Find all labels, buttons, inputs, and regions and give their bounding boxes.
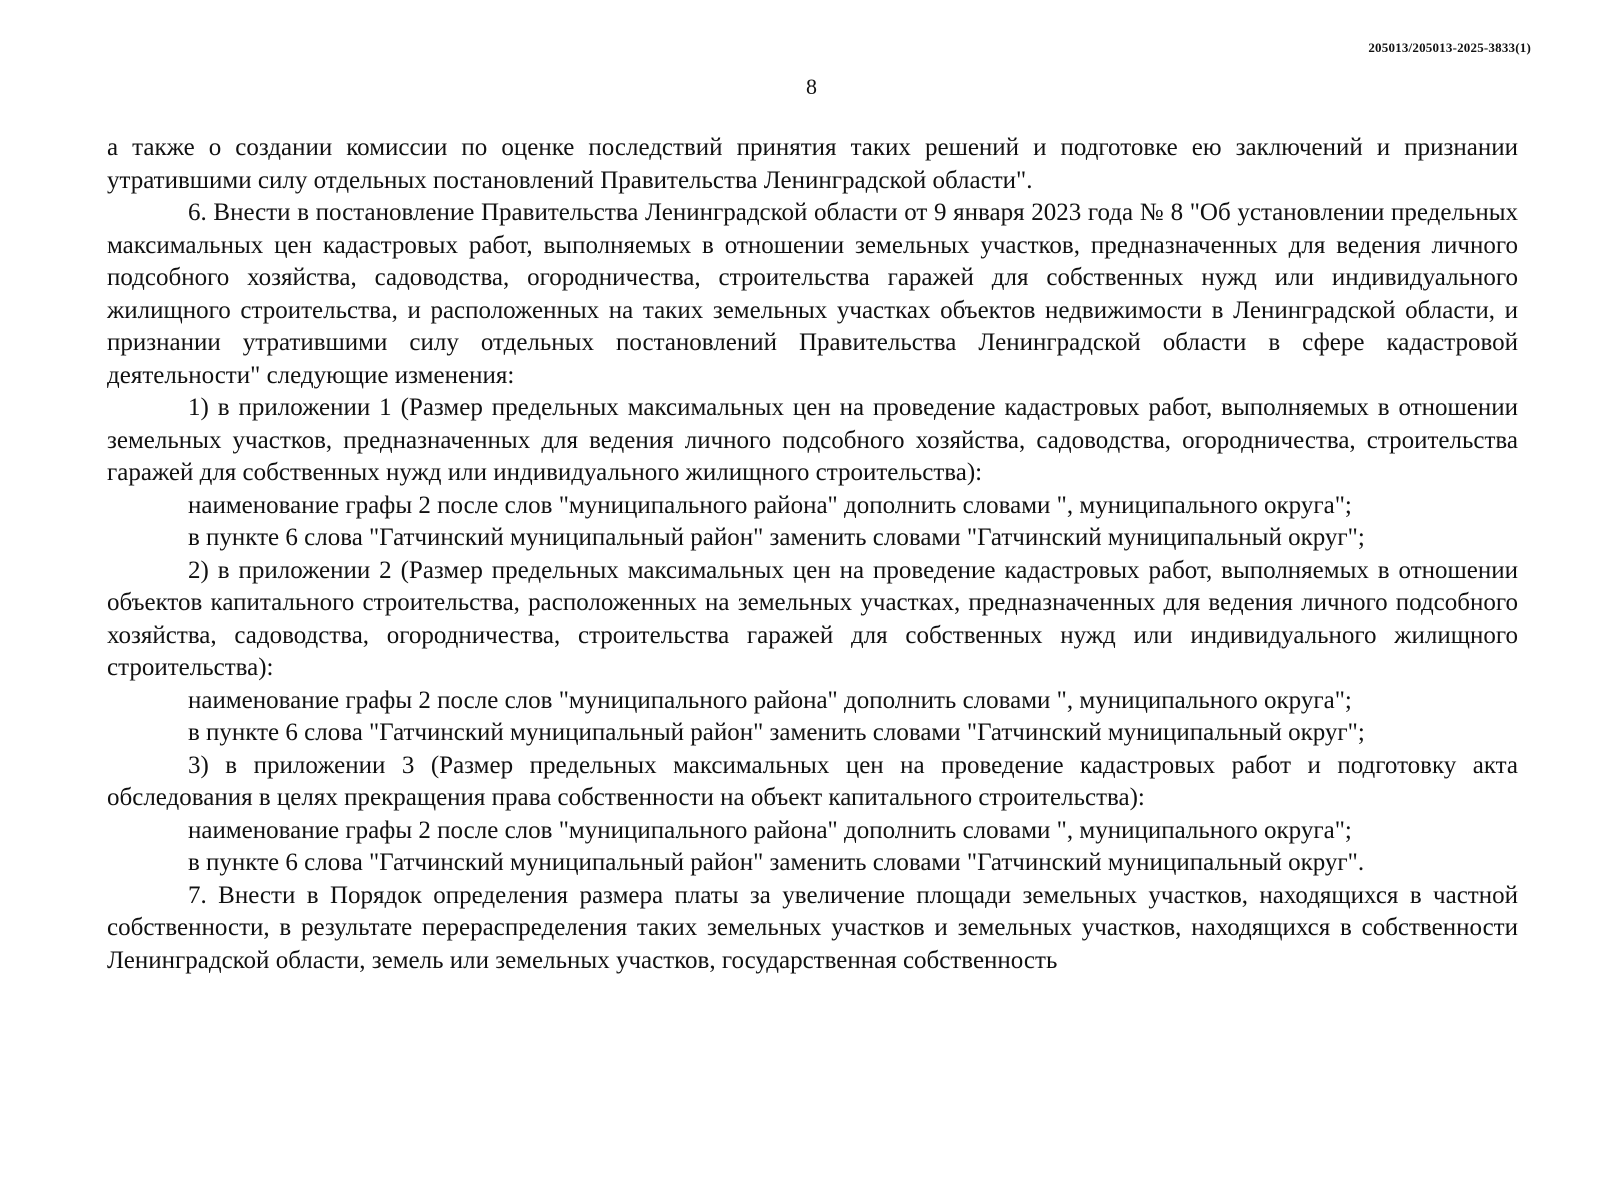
- document-registration-number: 205013/205013-2025-3833(1): [1368, 40, 1531, 55]
- paragraph-subitem-2: 2) в приложении 2 (Размер предельных максимальных цен на проведение кадастровых работ, выполняемых в отношении объектов капитального строительства, расположенных на земельных участках, предназначенных для ведения личного подсобного хозяйства, садоводства, огородничества, строительства гаражей для собственных нужд или индивидуального жилищного строительства):: [107, 556, 1518, 681]
- paragraph-item-7: 7. Внести в Порядок определения размера платы за увеличение площади земельных участков, находящихся в частной собственности, в результате перераспределения таких земельных участков и земельных участков, находящихся в собственности Ленинградской области, земель или земельных участков, государственная собственность: [107, 881, 1518, 974]
- paragraph-subitem-2-change-b: в пункте 6 слова "Гатчинский муниципальный район" заменить словами "Гатчинский муниципальный округ";: [188, 719, 1365, 746]
- paragraph-continuation: а также о создании комиссии по оценке последствий принятия таких решений и подготовке ею заключений и признании утратившими силу отдельных постановлений Правительства Ленинградской области".: [107, 134, 1518, 194]
- paragraph-subitem-3-change-a: наименование графы 2 после слов "муниципального района" дополнить словами ", муниципального округа";: [188, 816, 1352, 844]
- paragraph-subitem-3: 3) в приложении 3 (Размер предельных максимальных цен на проведение кадастровых работ и подготовку акта обследования в целях прекращения права собственности на объект капитального строительства):: [107, 751, 1518, 811]
- paragraph-item-6: 6. Внести в постановление Правительства Ленинградской области от 9 января 2023 года № 8 "Об установлении предельных максимальных цен кадастровых работ, выполняемых в отношении земельных участков, предназначенных для ведения личного подсобного хозяйства, садоводства, огородничества, строительства гаражей для собственных нужд или индивидуального жилищного строительства, и расположенных на таких земельных участках объектов недвижимости в Ленинградской области, и признании утратившими силу отдельных постановлений Правительства Ленинградской области в сфере кадастровой деятельности" следующие изменения:: [107, 199, 1518, 389]
- paragraph-subitem-2-change-a: наименование графы 2 после слов "муниципального района" дополнить словами ", муниципального округа";: [188, 686, 1352, 714]
- paragraph-subitem-1-change-a: наименование графы 2 после слов "муниципального района" дополнить словами ", муниципального округа";: [188, 491, 1352, 519]
- paragraph-subitem-1-change-b: в пункте 6 слова "Гатчинский муниципальный район" заменить словами "Гатчинский муниципальный округ";: [188, 524, 1365, 551]
- document-body: [107, 132, 1518, 977]
- page-number: 8: [806, 74, 817, 99]
- paragraph-subitem-1: 1) в приложении 1 (Размер предельных максимальных цен на проведение кадастровых работ, выполняемых в отношении земельных участков, предназначенных для ведения личного подсобного хозяйства, садоводства, огородничества, строительства гаражей для собственных нужд или индивидуального жилищного строительства):: [107, 394, 1518, 486]
- paragraph-subitem-3-change-b: в пункте 6 слова "Гатчинский муниципальный район" заменить словами "Гатчинский муниципальный округ".: [188, 849, 1365, 876]
